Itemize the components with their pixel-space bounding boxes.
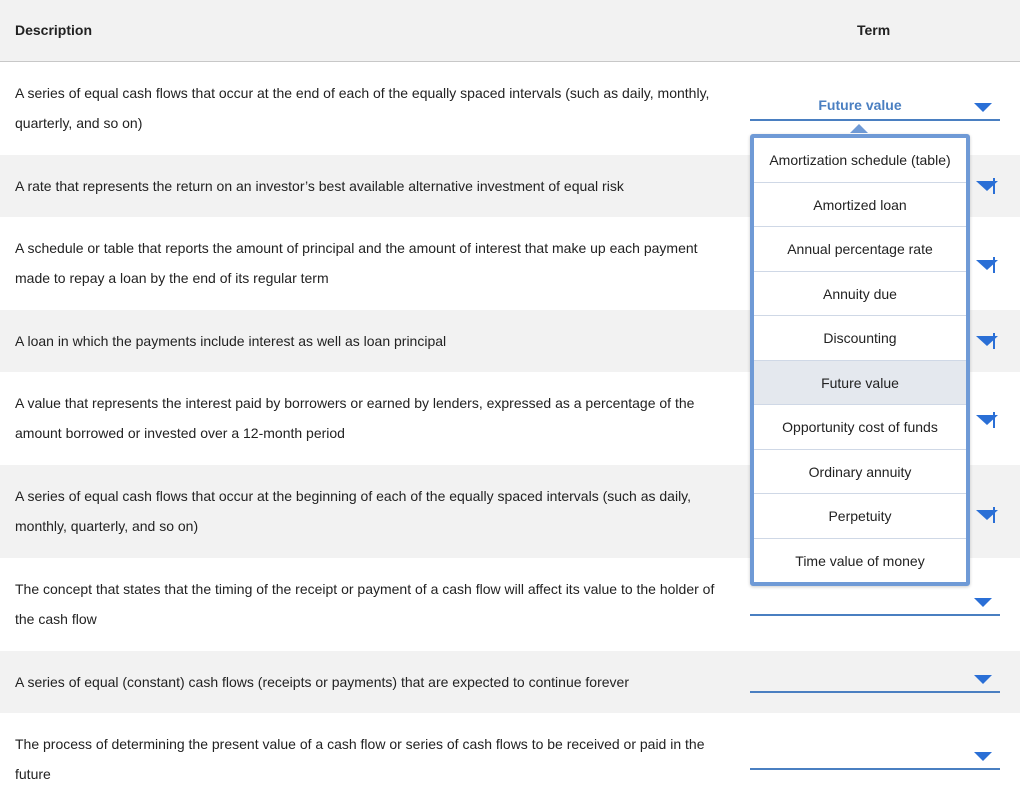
- menu-option-annual-percentage-rate[interactable]: Annual percentage rate: [754, 227, 966, 272]
- dropdown-3-edge: [993, 257, 995, 273]
- menu-option-ordinary-annuity[interactable]: Ordinary annuity: [754, 450, 966, 495]
- menu-option-time-value-of-money[interactable]: Time value of money: [795, 552, 925, 569]
- term-dropdown-8[interactable]: [750, 665, 1000, 693]
- menu-option-discounting[interactable]: Discounting: [754, 316, 966, 361]
- term-dropdown-9[interactable]: [750, 742, 1000, 770]
- menu-option-amortization-schedule[interactable]: Amortization schedule (table): [754, 138, 966, 183]
- row-description: A series of equal cash flows that occur at the end of each of the equally spaced intervals (such as daily, monthly, quarterly, and so on): [15, 85, 710, 131]
- dropdown-2-edge: [993, 178, 995, 194]
- menu-option-amortized-loan[interactable]: Amortized loan: [754, 183, 966, 228]
- row-description: A rate that represents the return on an investor’s best available alternative investment of equal risk: [15, 178, 624, 194]
- menu-option-annuity-due[interactable]: Annuity due: [754, 272, 966, 317]
- row-description: A schedule or table that reports the amount of principal and the amount of interest that make up each payment made to repay a loan by the end of its regular term: [15, 240, 698, 286]
- table-header: [0, 0, 1020, 62]
- chevron-down-icon: [974, 752, 992, 761]
- chevron-down-icon: [974, 598, 992, 607]
- menu-option-future-value[interactable]: Future value: [754, 361, 966, 406]
- chevron-down-icon: [974, 103, 992, 112]
- menu-option-opportunity-cost[interactable]: Opportunity cost of funds: [754, 405, 966, 450]
- dropdown-4-edge: [993, 333, 995, 349]
- term-dropdown-7[interactable]: [750, 588, 1000, 616]
- term-column-header: Term: [857, 22, 891, 38]
- term-dropdown-value: Future value: [818, 97, 902, 113]
- menu-option-perpetuity[interactable]: Perpetuity: [754, 494, 966, 539]
- description-column-header: Description: [15, 22, 93, 38]
- dropdown-6-edge: [993, 507, 995, 523]
- row-description: A loan in which the payments include interest as well as loan principal: [15, 333, 447, 349]
- row-description: The concept that states that the timing of the receipt or payment of a cash flow will affect its value to the holder of the cash flow: [15, 581, 715, 627]
- row-description: The process of determining the present value of a cash flow or series of cash flows to be received or paid in the future: [15, 736, 705, 782]
- row-description: A value that represents the interest paid by borrowers or earned by lenders, expressed as a percentage of the amount borrowed or invested over a 12-month period: [15, 395, 695, 441]
- term-options-menu: [750, 134, 970, 586]
- menu-caret-icon: [850, 124, 868, 133]
- row-description: A series of equal cash flows that occur at the beginning of each of the equally spaced intervals (such as daily, monthly, quarterly, and so on): [15, 488, 692, 534]
- row-description: A series of equal (constant) cash flows (receipts or payments) that are expected to continue forever: [15, 674, 629, 690]
- chevron-down-icon: [974, 675, 992, 684]
- term-dropdown-1[interactable]: [750, 93, 1000, 121]
- dropdown-5-edge: [993, 412, 995, 428]
